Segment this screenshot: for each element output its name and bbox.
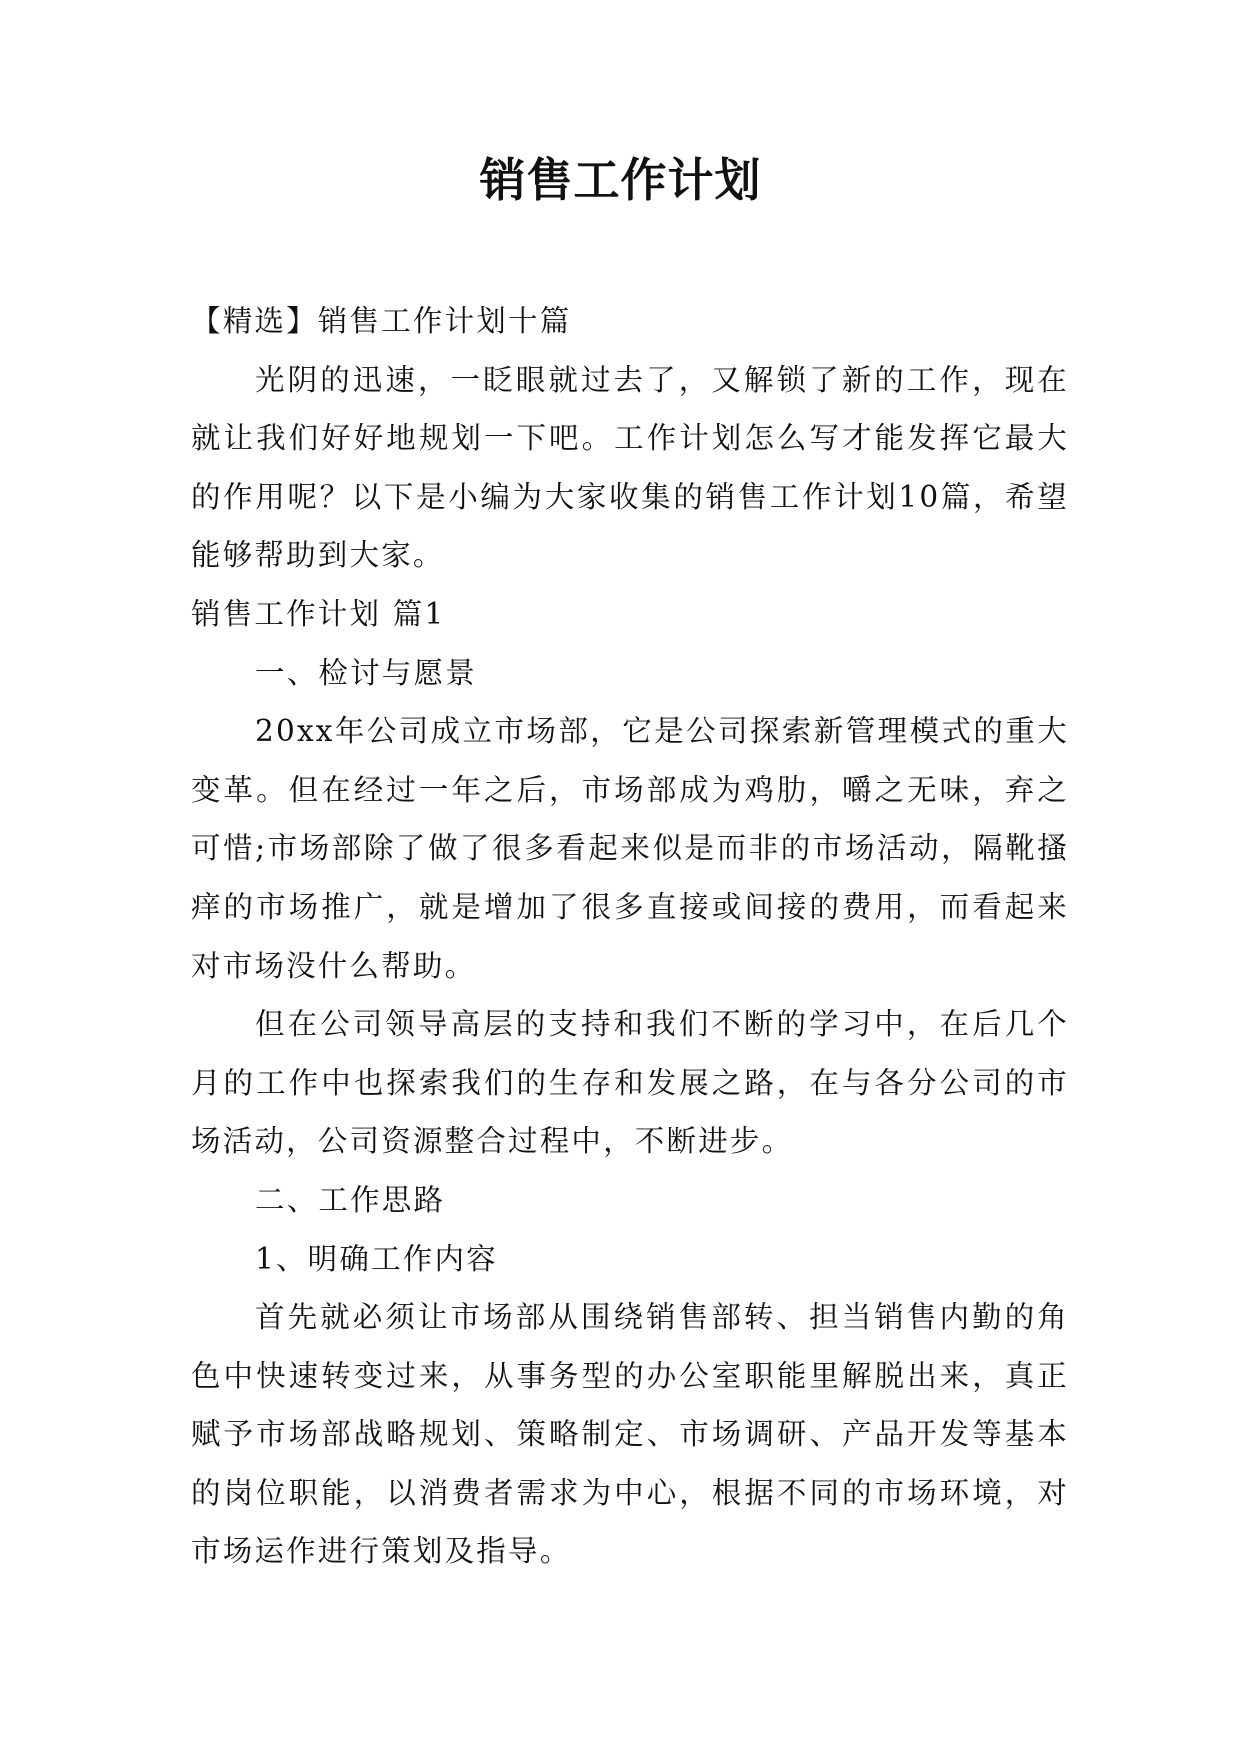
paragraph-heading-review: 一、检讨与愿景 [255,655,477,690]
paragraph-intro: 光阴的迅速，一眨眼就过去了，又解锁了新的工作，现在就让我们好好地规划一下吧。工作计划怎么写才能发挥它最大的作用呢？以下是小编为大家收集的销售工作计划10篇，希望能够帮助到大家。 [191,362,1069,573]
document-body [191,292,1069,1581]
paragraph-heading-approach: 二、工作思路 [255,1182,446,1217]
paragraph-subtitle: 【精选】销售工作计划十篇 [191,304,572,338]
paragraph-market-dept: 20xx年公司成立市场部，它是公司探索新管理模式的重大变革。但在经过一年之后，市场部成为鸡肋，嚼之无味，弃之可惜;市场部除了做了很多看起来似是而非的市场活动，隔靴搔痒的市场推广，就是增加了很多直接或间接的费用，而看起来对市场没什么帮助。 [191,714,1069,983]
section-heading-1: 销售工作计划 篇1 [191,596,446,631]
paragraph-heading-content: 1、明确工作内容 [255,1241,498,1276]
paragraph-progress: 但在公司领导高层的支持和我们不断的学习中，在后几个月的工作中也探索我们的生存和发展之路，在与各分公司的市场活动，公司资源整合过程中，不断进步。 [191,1007,1069,1159]
document-title: 销售工作计划 [479,153,762,207]
paragraph-first-step: 首先就必须让市场部从围绕销售部转、担当销售内勤的角色中快速转变过来，从事务型的办公室职能里解脱出来，真正赋予市场部战略规划、策略制定、市场调研、产品开发等基本的岗位职能，以消费者需求为中心，根据不同的市场环境，对市场运作进行策划及指导。 [191,1300,1069,1569]
